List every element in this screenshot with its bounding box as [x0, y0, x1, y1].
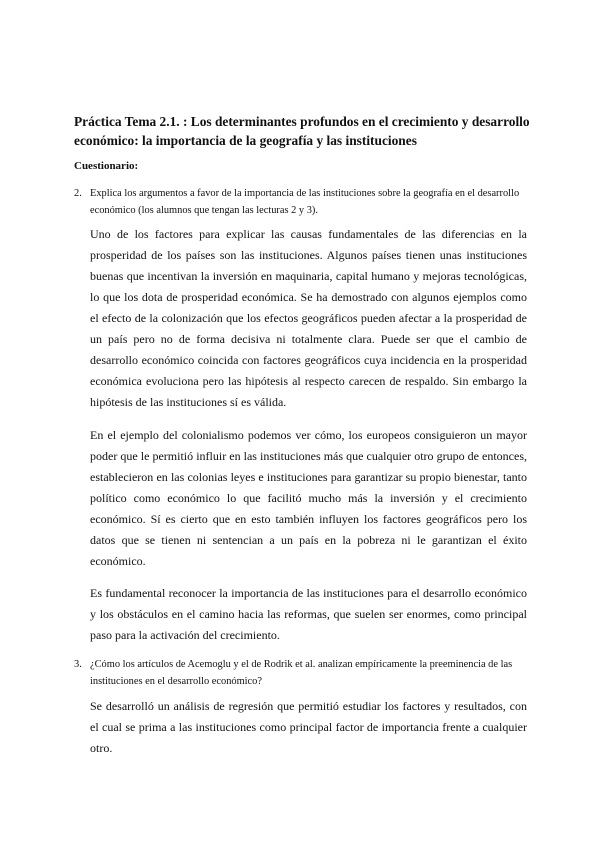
- answer-paragraph: Se desarrolló un análisis de regresión que permitió estudiar los factores y resultados, con el cual se prima a las instituciones como principal factor de importancia frente a cualquier otro.: [90, 699, 527, 755]
- question-2: [74, 186, 532, 219]
- page-title: Práctica Tema 2.1. : Los determinantes profundos en el crecimiento y desarrollo económico: la importancia de la geografía y las instituciones: [74, 114, 530, 148]
- question-text: Explica los argumentos a favor de la importancia de las instituciones sobre la geografía en el desarrollo económico (los alumnos que tengan las lecturas 2 y 3).: [90, 188, 520, 216]
- answer-paragraph: En el ejemplo del colonialismo podemos ver cómo, los europeos consiguieron un mayor poder que le permitió influir en las instituciones más que cualquier otro grupo de entonces, establecieron en las colonias leyes e instituciones para garantizar su propio bienestar, tanto político como económico lo que facilitó mucho más la inversión y el crecimiento económico. Sí es cierto que en esto también influyen los factores geográficos pero los datos que se tienen ni sentencian a un país en la pobreza ni le garantizan el éxito económico.: [90, 428, 527, 568]
- question-3: [74, 657, 532, 690]
- question-number: 2.: [74, 188, 82, 199]
- answer-paragraph: Es fundamental reconocer la importancia de las instituciones para el desarrollo económico y los obstáculos en el camino hacia las reformas, que suelen ser enormes, como principal paso para la activación del crecimiento.: [90, 586, 527, 642]
- question-text: ¿Cómo los artículos de Acemoglu y el de Rodrik et al. analizan empíricamente la preeminencia de las instituciones en el desarrollo económico?: [90, 659, 513, 687]
- question-number: 3.: [74, 659, 82, 670]
- answer-paragraph: Uno de los factores para explicar las causas fundamentales de las diferencias en la prosperidad de los países son las instituciones. Algunos países tienen unas instituciones buenas que incentivan la inversión en maquinaria, capital humano y mejoras tecnológicas, lo que los dota de prosperidad económica. Se ha demostrado con algunos ejemplos como el efecto de la colonización que los efectos geográficos pueden afectar a la prosperidad de un país pero no de forma decisiva ni totalmente clara. Puede ser que el cambio de desarrollo económico coincida con factores geográficos cuya incidencia en la prosperidad económica evoluciona pero las hipótesis al respecto carecen de respaldo. Sin embargo la hipótesis de las instituciones sí es válida.: [90, 227, 527, 409]
- section-label: Cuestionario:: [74, 160, 139, 172]
